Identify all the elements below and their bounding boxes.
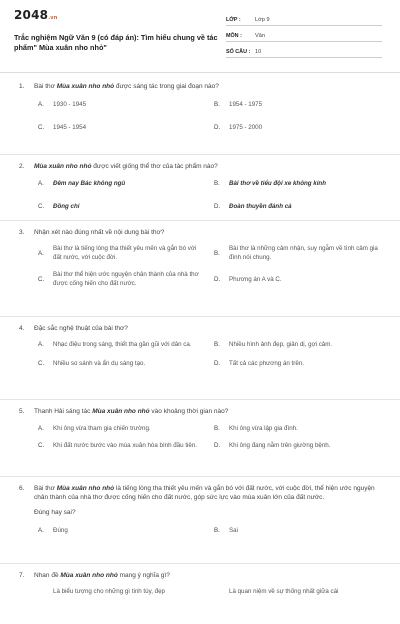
option-letter: D.: [214, 360, 221, 368]
question-7: [0, 564, 400, 624]
option-b[interactable]: [214, 245, 386, 263]
question-number: 7.: [19, 572, 25, 579]
option-d[interactable]: [214, 442, 386, 451]
option-letter: B.: [214, 101, 220, 109]
option-letter: A.: [38, 101, 44, 109]
option-text: Bài thơ thể hiện ước nguyện chân thành của nhà thơ được cống hiến cho đất nước.: [53, 271, 199, 288]
page-header: [0, 0, 400, 72]
option-letter: D.: [214, 124, 221, 132]
option-text: Đoàn thuyền đánh cá: [229, 203, 292, 211]
option-text: Nhạc điệu trong sáng, thiết tha gần gũi với dân ca.: [53, 341, 192, 349]
option-letter: C.: [38, 442, 45, 450]
stem-text: được sáng tác trong giai đoạn nào?: [114, 83, 219, 90]
question-stem: [14, 324, 386, 333]
stem-text: Bài thơ: [34, 485, 57, 492]
option-text: Phương án A và C.: [229, 275, 282, 283]
logo-main: 2048: [14, 8, 49, 22]
option-letter: D.: [214, 203, 221, 211]
option-text: Là biểu tượng cho những gì tinh túy, đẹp: [53, 588, 165, 596]
stem-text: Nhận xét nào đúng nhất về nội dung bài thơ?: [34, 229, 165, 236]
question-2: [0, 155, 400, 221]
options: [14, 180, 386, 212]
options: [14, 588, 386, 597]
option-b[interactable]: [214, 588, 386, 597]
option-text: 1930 - 1945: [53, 101, 87, 109]
question-number: 5.: [19, 408, 25, 415]
stem-text: vào khoảng thời gian nào?: [149, 408, 229, 415]
option-text: Sai: [229, 527, 238, 535]
option-c[interactable]: [38, 271, 212, 289]
option-b[interactable]: [214, 101, 386, 110]
stem-work-title: Mùa xuân nho nhỏ: [92, 408, 150, 415]
stem-text: Thanh Hải sáng tác: [34, 408, 93, 415]
logo-suffix: .vn: [48, 15, 58, 21]
option-letter: C.: [38, 203, 45, 211]
header-divider: [0, 72, 400, 73]
option-b[interactable]: [214, 527, 386, 536]
stem-text: Nhan đề: [34, 572, 61, 579]
site-logo[interactable]: [14, 8, 58, 22]
option-c[interactable]: [38, 442, 212, 451]
question-stem: [14, 228, 386, 237]
options: [14, 341, 386, 369]
option-text: Đúng: [53, 527, 68, 535]
meta-key: MÔN :: [226, 33, 242, 39]
question-stem: [14, 82, 386, 91]
question-3: [0, 221, 400, 317]
option-text: 1975 - 2000: [229, 124, 263, 132]
option-a[interactable]: [38, 180, 212, 189]
option-letter: A.: [38, 180, 44, 188]
options: [14, 527, 386, 536]
option-text: Là quan niệm về sự thống nhất giữa cái: [229, 588, 339, 596]
option-text: Khi ông vừa lập gia đình.: [229, 425, 298, 433]
options: [14, 245, 386, 289]
stem-text: Đặc sắc nghệ thuật của bài thơ?: [34, 325, 128, 332]
option-text: Khi ông đang nằm trên giường bệnh.: [229, 442, 331, 450]
question-6: [0, 477, 400, 564]
question-sub: [14, 508, 386, 517]
option-d[interactable]: [214, 124, 386, 133]
question-number: 6.: [19, 485, 25, 492]
option-letter: C.: [38, 275, 45, 283]
option-d[interactable]: [214, 271, 386, 289]
meta-info: [226, 13, 382, 61]
option-c[interactable]: [38, 124, 212, 133]
options: [14, 425, 386, 451]
meta-value: Lớp 9: [255, 17, 270, 23]
question-stem: [14, 484, 386, 503]
question-5: [0, 400, 400, 477]
question-number: 3.: [19, 229, 25, 236]
option-c[interactable]: [38, 203, 212, 212]
option-text: Tất cả các phương án trên.: [229, 360, 304, 368]
option-letter: B.: [214, 180, 220, 188]
option-b[interactable]: [214, 341, 386, 350]
stem-text: là tiếng lòng tha thiết yêu mến và gắn bó với đất nước, với cuộc đời, thể hiện ước nguyện chân thành của nhà thơ được cống hiến cho đất nước, góp sức lực vào mùa xuân lớn của đất nước.: [34, 485, 375, 502]
option-a[interactable]: [38, 527, 212, 536]
option-text: 1945 - 1954: [53, 124, 87, 132]
option-letter: B.: [214, 249, 220, 257]
option-a[interactable]: [38, 588, 212, 597]
option-text: Nhiều hình ảnh đẹp, giản dị, gợi cảm.: [229, 341, 333, 349]
stem-work-title: Mùa xuân nho nhỏ: [34, 163, 92, 170]
meta-value: Văn: [255, 33, 265, 39]
meta-value: 10: [255, 49, 262, 55]
sub-prompt: Đúng hay sai?: [34, 508, 76, 516]
option-a[interactable]: [38, 341, 212, 350]
option-text: Bài thơ là tiếng lòng tha thiết yêu mến và gắn bó với đất nước, với cuộc đời.: [53, 245, 197, 262]
option-a[interactable]: [38, 245, 212, 263]
option-a[interactable]: [38, 101, 212, 110]
option-c[interactable]: [38, 360, 212, 369]
option-letter: D.: [214, 442, 221, 450]
question-stem: [14, 571, 386, 580]
option-text: Khi ông vừa tham gia chiến trường.: [53, 425, 151, 433]
option-text: Đồng chí: [53, 203, 80, 211]
option-text: Bài thơ về tiểu đội xe không kính: [229, 180, 326, 188]
stem-text: được viết giống thể thơ của tác phẩm nào?: [91, 163, 218, 170]
meta-row-class: [226, 13, 382, 26]
option-letter: D.: [214, 275, 221, 283]
option-b[interactable]: [214, 180, 386, 189]
stem-text: mang ý nghĩa gì?: [117, 572, 170, 579]
option-letter: C.: [38, 360, 45, 368]
option-a[interactable]: [38, 425, 212, 434]
option-letter: B.: [214, 527, 220, 535]
question-number: 2.: [19, 163, 25, 170]
document-title: Trắc nghiệm Ngữ Văn 9 (có đáp án): Tìm hiểu chung về tác phẩm" Mùa xuân nho nhỏ": [14, 33, 218, 52]
question-list: [0, 80, 400, 624]
option-d[interactable]: [214, 203, 386, 212]
option-text: Nhiều so sánh và ẩn dụ sáng tạo.: [53, 360, 146, 368]
option-text: 1954 - 1975: [229, 101, 263, 109]
option-text: Khi đất nước bước vào mùa xuân hòa bình đầu tiên.: [53, 442, 198, 450]
question-1: [0, 80, 400, 155]
question-number: 1.: [19, 83, 25, 90]
question-stem: [14, 162, 386, 171]
option-letter: B.: [214, 341, 220, 349]
option-letter: A.: [38, 425, 44, 433]
meta-key: LỚP :: [226, 17, 241, 23]
meta-row-count: [226, 45, 382, 58]
options: [14, 101, 386, 133]
option-letter: A.: [38, 249, 44, 257]
meta-key: SỐ CÂU :: [226, 49, 251, 55]
stem-work-title: Mùa xuân nho nhỏ: [56, 485, 115, 492]
stem-work-title: Mùa xuân nho nhỏ: [56, 83, 115, 90]
option-text: Đêm nay Bác không ngủ: [53, 180, 126, 188]
option-d[interactable]: [214, 360, 386, 369]
option-text: Bài thơ là những cảm nhận, suy ngẫm về tình cảm gia đình nói chung.: [229, 245, 378, 262]
stem-work-title: Mùa xuân nho nhỏ: [60, 572, 118, 579]
question-number: 4.: [19, 325, 25, 332]
option-letter: A.: [38, 527, 44, 535]
option-letter: C.: [38, 124, 45, 132]
question-stem: [14, 407, 386, 416]
option-b[interactable]: [214, 425, 386, 434]
question-4: [0, 317, 400, 400]
option-letter: B.: [214, 425, 220, 433]
option-letter: A.: [38, 341, 44, 349]
stem-text: Bài thơ: [34, 83, 57, 90]
meta-row-subject: [226, 29, 382, 42]
